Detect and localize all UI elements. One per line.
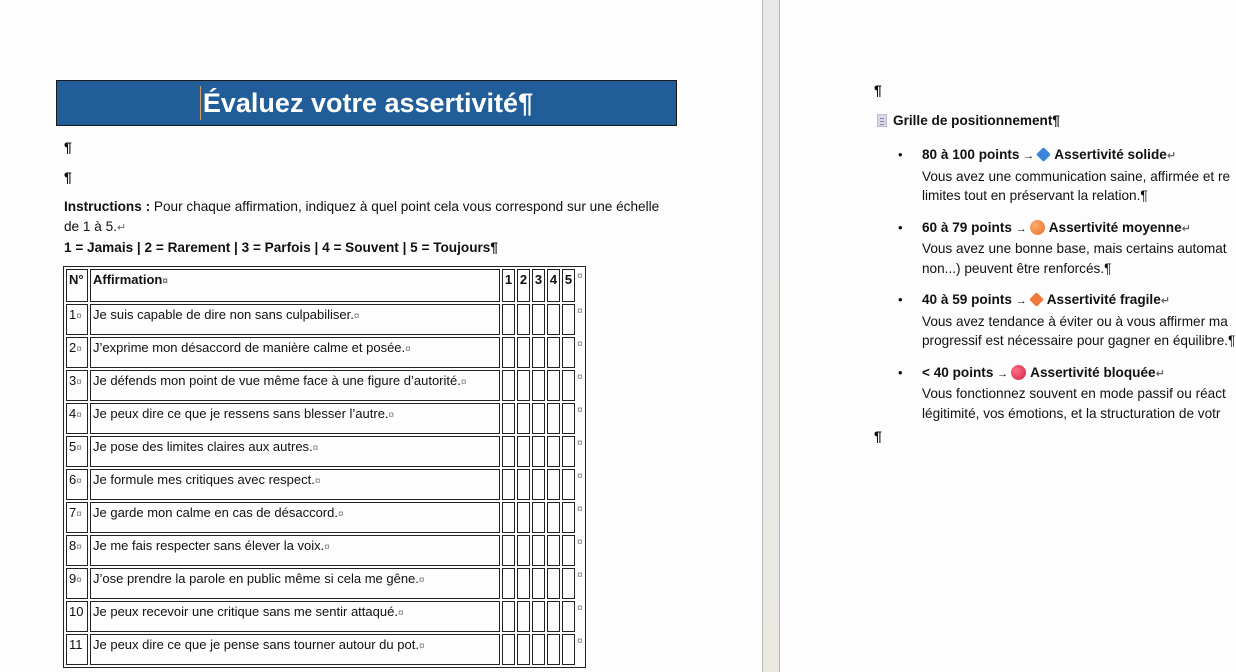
list-item[interactable] (898, 145, 1236, 206)
score-cell-4[interactable] (547, 535, 560, 566)
score-cell-2[interactable] (517, 436, 530, 467)
affirmation-cell[interactable]: Je peux recevoir une critique sans me sentir attaqué.¤ (90, 601, 500, 632)
score-cell-1[interactable] (502, 403, 515, 434)
score-cell-2[interactable] (517, 502, 530, 533)
affirmation-cell[interactable]: Je formule mes critiques avec respect.¤ (90, 469, 500, 500)
score-cell-3[interactable] (532, 436, 545, 467)
score-cell-3[interactable] (532, 634, 545, 665)
range-heading: 60 à 79 points → Assertivité moyenne↵ (922, 219, 1191, 235)
row-end-mark: ¤ (577, 405, 583, 416)
title-banner (56, 80, 677, 126)
bullet-icon: • (898, 147, 903, 162)
arrow-icon: → (1023, 150, 1035, 162)
table-row (66, 403, 583, 434)
score-cell-5[interactable] (562, 403, 575, 434)
table-row (66, 502, 583, 533)
score-cell-5[interactable] (562, 370, 575, 401)
orange-circle-icon (1030, 220, 1045, 235)
instructions-label: Instructions : (64, 199, 151, 214)
range-heading: < 40 points → Assertivité bloquée↵ (922, 364, 1165, 380)
row-end-mark: ¤ (577, 438, 583, 449)
score-cell-1[interactable] (502, 304, 515, 335)
score-cell-2[interactable] (517, 634, 530, 665)
empty-paragraph-mark: ¶ (64, 139, 72, 155)
arrow-icon: → (1015, 295, 1027, 307)
row-number[interactable]: 6¤ (66, 469, 88, 500)
arrow-icon: → (997, 367, 1009, 380)
header-num: N° (66, 269, 88, 302)
score-ranges-list (898, 145, 1236, 435)
row-end-mark: ¤ (577, 504, 583, 515)
row-end-mark: ¤ (577, 339, 583, 350)
score-cell-1[interactable] (502, 469, 515, 500)
row-number[interactable]: 4¤ (66, 403, 88, 434)
score-cell-2[interactable] (517, 337, 530, 368)
score-cell-1[interactable] (502, 337, 515, 368)
grid-heading[interactable] (877, 113, 1060, 128)
score-cell-1[interactable] (502, 601, 515, 632)
score-cell-2[interactable] (517, 568, 530, 599)
row-number[interactable]: 11 (66, 634, 88, 665)
blue-diamond-icon (1036, 147, 1051, 162)
score-cell-3[interactable] (532, 568, 545, 599)
empty-paragraph-mark: ¶ (64, 169, 72, 185)
row-end-mark: ¤ (577, 372, 583, 383)
score-cell-4[interactable] (547, 469, 560, 500)
score-cell-3[interactable] (532, 337, 545, 368)
table-row (66, 601, 583, 632)
score-cell-5[interactable] (562, 502, 575, 533)
range-description: Vous fonctionnez souvent en mode passif ou réact légitimité, vos émotions, et la structuration de votr (922, 386, 1226, 421)
score-cell-1[interactable] (502, 634, 515, 665)
row-number[interactable]: 10 (66, 601, 88, 632)
row-number[interactable]: 5¤ (66, 436, 88, 467)
row-end-mark: ¤ (577, 306, 583, 317)
red-circle-icon (1011, 365, 1026, 380)
range-heading: 40 à 59 points → Assertivité fragile↵ (922, 292, 1170, 307)
score-cell-1[interactable] (502, 535, 515, 566)
bullet-icon: • (898, 219, 903, 235)
affirmation-cell[interactable]: Je peux dire ce que je ressens sans blesser l’autre.¤ (90, 403, 500, 434)
page-gutter (762, 0, 780, 672)
score-cell-3[interactable] (532, 304, 545, 335)
affirmation-cell[interactable]: Je peux dire ce que je pense sans tourner autour du pot.¤ (90, 634, 500, 665)
score-cell-5[interactable] (562, 337, 575, 368)
table-row (66, 337, 583, 368)
page-title[interactable]: Évaluez votre assertivité¶ (200, 86, 533, 120)
score-cell-2[interactable] (517, 370, 530, 401)
affirmation-cell[interactable]: Je défends mon point de vue même face à une figure d’autorité.¤ (90, 370, 500, 401)
score-cell-4[interactable] (547, 601, 560, 632)
header-affirmation: Affirmation¤ (90, 269, 500, 302)
score-cell-2[interactable] (517, 304, 530, 335)
row-number[interactable]: 7¤ (66, 502, 88, 533)
document-icon (877, 114, 887, 127)
score-cell-2[interactable] (517, 469, 530, 500)
score-cell-1[interactable] (502, 370, 515, 401)
grid-heading-text: Grille de positionnement (893, 113, 1053, 128)
score-cell-4[interactable] (547, 634, 560, 665)
empty-paragraph-mark: ¶ (874, 428, 882, 444)
affirmation-cell[interactable]: Je me fais respecter sans élever la voix.¤ (90, 535, 500, 566)
range-description: Vous avez une bonne base, mais certains automat non...) peuvent être renforcés.¶ (922, 241, 1227, 276)
empty-paragraph-mark: ¶ (874, 82, 882, 98)
score-cell-2[interactable] (517, 601, 530, 632)
score-cell-4[interactable] (547, 568, 560, 599)
row-end-mark: ¤ (577, 537, 583, 548)
row-end-mark: ¤ (577, 636, 583, 647)
table-row (66, 436, 583, 467)
row-number[interactable]: 2¤ (66, 337, 88, 368)
table-row (66, 370, 583, 401)
score-cell-3[interactable] (532, 535, 545, 566)
score-cell-4[interactable] (547, 304, 560, 335)
row-end-mark: ¤ (577, 603, 583, 614)
score-cell-3[interactable] (532, 502, 545, 533)
table-row (66, 304, 583, 335)
range-heading: 80 à 100 points → Assertivité solide↵ (922, 147, 1177, 162)
score-cell-1[interactable] (502, 568, 515, 599)
score-cell-4[interactable] (547, 403, 560, 434)
header-score-4: 4 (547, 269, 560, 302)
arrow-icon: → (1015, 222, 1027, 235)
row-number[interactable]: 9¤ (66, 568, 88, 599)
affirmation-cell[interactable]: J’exprime mon désaccord de manière calme et posée.¤ (90, 337, 500, 368)
score-cell-1[interactable] (502, 436, 515, 467)
line-break-mark: ↵ (116, 221, 127, 234)
row-end-mark: ¤ (577, 271, 583, 282)
list-item[interactable] (898, 290, 1236, 351)
instructions-paragraph[interactable] (64, 197, 664, 258)
score-cell-5[interactable] (562, 634, 575, 665)
header-score-3: 3 (532, 269, 545, 302)
list-item[interactable] (898, 363, 1236, 424)
score-cell-4[interactable] (547, 370, 560, 401)
score-cell-5[interactable] (562, 568, 575, 599)
bullet-icon: • (898, 364, 903, 380)
affirmation-cell[interactable]: Je suis capable de dire non sans culpabiliser.¤ (90, 304, 500, 335)
header-score-1: 1 (502, 269, 515, 302)
score-cell-4[interactable] (547, 502, 560, 533)
score-cell-4[interactable] (547, 436, 560, 467)
instructions-text: Pour chaque affirmation, indiquez à quel point cela vous correspond sur une échelle de 1 à 5. (64, 199, 660, 234)
table-row (66, 568, 583, 599)
score-cell-2[interactable] (517, 535, 530, 566)
header-score-2: 2 (517, 269, 530, 302)
bullet-icon: • (898, 292, 903, 307)
scale-legend: 1 = Jamais | 2 = Rarement | 3 = Parfois | 4 = Souvent | 5 = Toujours (64, 240, 491, 255)
score-cell-3[interactable] (532, 370, 545, 401)
header-score-5: 5 (562, 269, 575, 302)
row-number[interactable]: 1¤ (66, 304, 88, 335)
table-row (66, 634, 583, 665)
table-header-row (66, 269, 583, 302)
score-cell-3[interactable] (532, 601, 545, 632)
range-description: Vous avez tendance à éviter ou à vous affirmer ma progressif est nécessaire pour gagner en équilibre.¶ (922, 313, 1236, 348)
affirmation-cell[interactable]: Je pose des limites claires aux autres.¤ (90, 436, 500, 467)
score-cell-3[interactable] (532, 469, 545, 500)
score-cell-5[interactable] (562, 436, 575, 467)
score-cell-1[interactable] (502, 502, 515, 533)
row-end-mark: ¤ (577, 471, 583, 482)
paragraph-mark: ¶ (1052, 113, 1060, 128)
score-cell-4[interactable] (547, 337, 560, 368)
affirmation-cell[interactable]: J’ose prendre la parole en public même si cela me gêne.¤ (90, 568, 500, 599)
table-row (66, 469, 583, 500)
row-number[interactable]: 8¤ (66, 535, 88, 566)
row-end-mark: ¤ (577, 570, 583, 581)
affirmation-cell[interactable]: Je garde mon calme en cas de désaccord.¤ (90, 502, 500, 533)
score-cell-5[interactable] (562, 535, 575, 566)
orange-diamond-icon (1029, 292, 1044, 307)
score-cell-5[interactable] (562, 304, 575, 335)
score-cell-3[interactable] (532, 403, 545, 434)
score-cell-2[interactable] (517, 403, 530, 434)
score-cell-5[interactable] (562, 601, 575, 632)
paragraph-mark: ¶ (490, 240, 498, 255)
list-item[interactable] (898, 218, 1236, 279)
row-number[interactable]: 3¤ (66, 370, 88, 401)
score-cell-5[interactable] (562, 469, 575, 500)
table-row (66, 535, 583, 566)
range-description: Vous avez une communication saine, affirmée et re limites tout en préservant la relation.¶ (922, 168, 1231, 203)
assertiveness-table (63, 266, 586, 668)
